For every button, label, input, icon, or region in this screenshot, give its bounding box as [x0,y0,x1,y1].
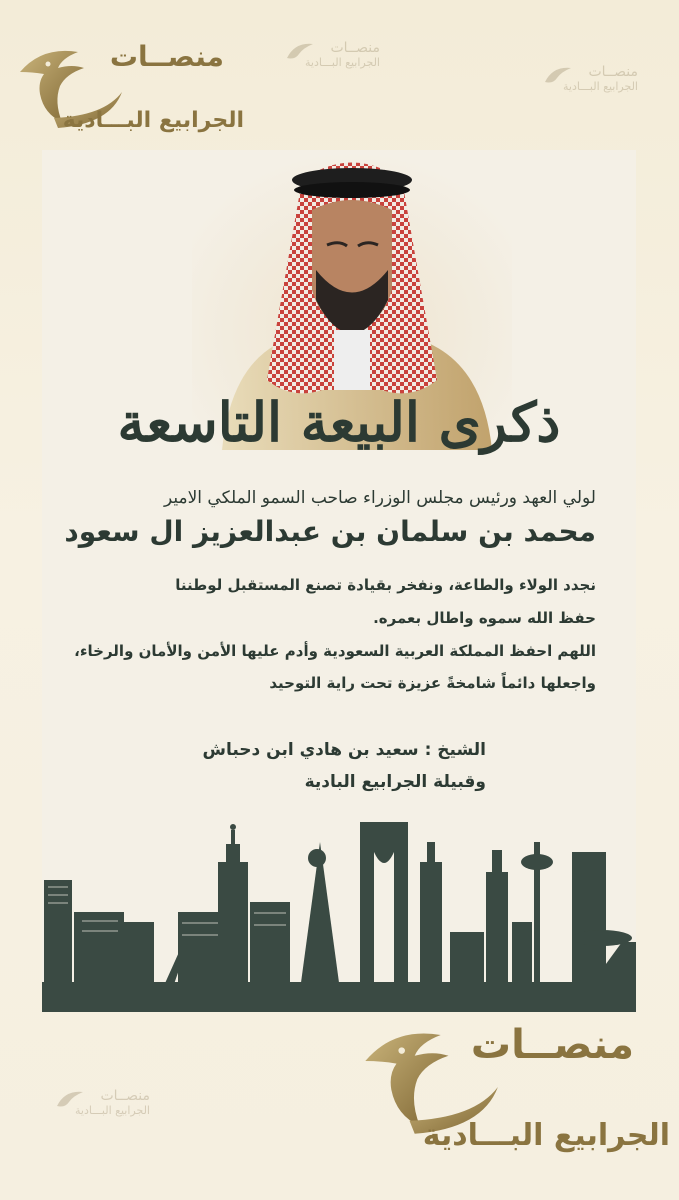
brand-logo-bottom [354,1018,674,1168]
brand-line1: منصــات [109,40,224,73]
watermark-line1: منصــات [588,64,638,80]
watermark-line2: الجرابيع البـــادية [75,1104,150,1117]
eagle-logo-icon [55,1088,85,1112]
watermark-bottom-left [60,1088,150,1128]
watermark-line2: الجرابيع البـــادية [305,56,380,69]
paragraph-line: اللهم احفظ المملكة العربية السعودية وأدم عليها الأمن والأمان والرخاء، [74,642,596,660]
signature-line: وقبيلة الجرابيع البادية [304,772,486,792]
brand-logo-top [14,40,244,145]
watermark-line1: منصــات [330,40,380,56]
signature-line: الشيخ : سعيد بن هادي ابن دحباش [202,740,486,760]
paragraph-line: حفظ الله سموه واطال بعمره. [373,609,596,627]
eagle-logo-icon [285,40,315,64]
watermark-top-center [290,40,380,80]
watermark-line1: منصــات [100,1088,150,1104]
title-line: لولي العهد ورئيس مجلس الوزراء صاحب السمو الملكي الامير [163,488,596,508]
brand-line2: الجرابيع البـــادية [422,1118,670,1153]
skyline-illustration [42,822,636,1012]
paragraph-line: نجدد الولاء والطاعة، ونفخر بقيادة تصنع المستقبل لوطننا [175,576,596,594]
brand-line2: الجرابيع البـــادية [62,108,244,133]
paragraph-line: واجعلها دائماً شامخةً عزيزة تحت راية التوحيد [269,674,596,692]
watermark-line2: الجرابيع البـــادية [563,80,638,93]
eagle-logo-icon [543,64,573,88]
poster-card [42,150,636,1012]
brand-line1: منصــات [470,1022,634,1068]
name-line: محمد بن سلمان بن عبدالعزيز ال سعود [64,515,596,548]
watermark-top-right [548,64,638,104]
headline: ذكرى البيعة التاسعة [117,390,561,454]
